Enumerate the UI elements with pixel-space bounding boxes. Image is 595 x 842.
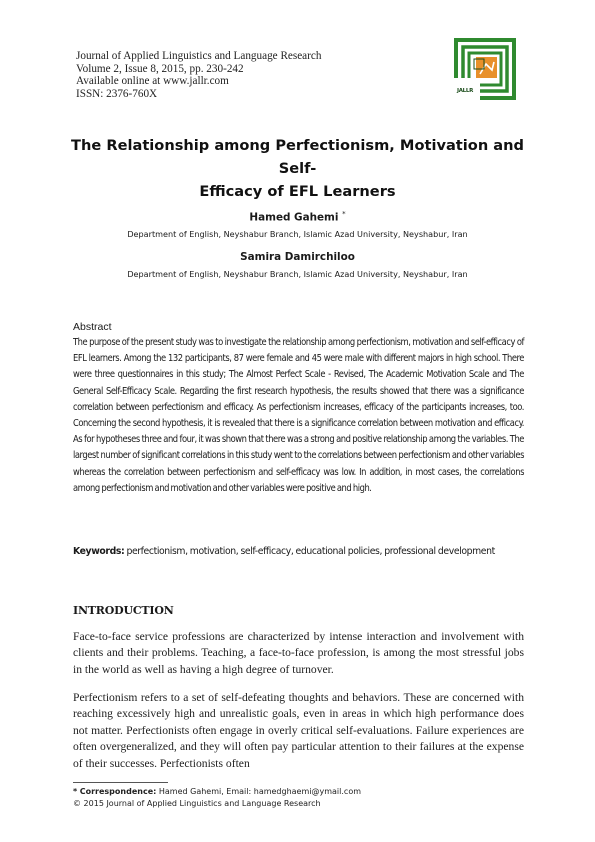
- abstract-heading: Abstract: [73, 321, 112, 333]
- body-paragraph-1: Face-to-face service professions are characterized by intense interaction and involvement with clients and their problems. Teaching, a face-to-face profession, is among the most stressful jobs in the world as well as having a high degree of turnover.: [73, 630, 524, 676]
- journal-logo: [452, 38, 518, 100]
- author-1-mark: *: [342, 210, 346, 218]
- footnote-divider: [73, 782, 168, 783]
- paper-title: [60, 134, 535, 203]
- abstract-text: The purpose of the present study was to investigate the relationship among perfectionism, motivation and self-efficacy of EFL learners. Among the 132 participants, 87 were female and 45 were male with different majors in high school. There were three questionnaires in this study; The Almost Perfect Scale - Revised, The Academic Motivation Scale and The General Self-Efficacy Scale. Regarding the first research hypothesis, the results showed that there was a significance correlation between perfectionism and efficacy. As perfectionism increases, efficacy of the participants increases, too. Concerning the second hypothesis, it is revealed that there is a significance correlation between motivation and efficacy. As for hypotheses three and four, it was shown that there was a strong and positive relationship among the variables. The largest number of significant correlations in this study went to the correlations between perfectionism and other variables whereas the correlation between perfectionism and self-efficacy was low. In addition, in most cases, the correlations among perfectionism and motivation and other variables were positive and high.: [73, 337, 524, 494]
- journal-logo-icon: [452, 38, 518, 100]
- journal-volume: Volume 2, Issue 8, 2015, pp. 230-242: [76, 62, 244, 75]
- keywords: [73, 544, 524, 560]
- title-line-1: The Relationship among Perfectionism, Motivation and Self-: [71, 137, 524, 177]
- author-1: [60, 210, 535, 223]
- keywords-list: perfectionism, motivation, self-efficacy, educational policies, professional development: [126, 546, 495, 557]
- journal-website: Available online at www.jallr.com: [76, 75, 229, 88]
- copyright-line: © 2015 Journal of Applied Linguistics and Language Research: [73, 799, 321, 808]
- journal-issn: ISSN: 2376-760X: [76, 87, 158, 100]
- journal-header: [76, 50, 456, 100]
- title-line-2: Efficacy of EFL Learners: [199, 183, 396, 200]
- footnote: [73, 786, 524, 810]
- author-2-name: Samira Damirchiloo: [240, 251, 355, 263]
- journal-name: Journal of Applied Linguistics and Language Research: [76, 50, 322, 62]
- correspondence-text: Hamed Gahemi, Email: hamedghaemi@ymail.com: [158, 787, 361, 796]
- correspondence-line: [73, 786, 524, 798]
- body-paragraph-2: Perfectionism refers to a set of self-defeating thoughts and behaviors. These are concerned with reaching excessively high and unrealistic goals, even in areas in which high performance does not matter. Perfectionists often engage in overly critical self-evaluations. Failure experiences are often overgeneralized, and they will often pay particular attention to their failures at the expense of their successes. Perfectionists often: [73, 691, 524, 770]
- section-heading: INTRODUCTION: [73, 604, 174, 617]
- author-1-name: Hamed Gahemi: [249, 211, 339, 224]
- affiliation-2: Department of English, Neyshabur Branch, Islamic Azad University, Neyshabur, Iran: [127, 269, 468, 279]
- author-2: [60, 251, 535, 263]
- correspondence-label: Correspondence:: [79, 787, 157, 796]
- affiliation-1: Department of English, Neyshabur Branch, Islamic Azad University, Neyshabur, Iran: [127, 229, 468, 239]
- keywords-label: Keywords:: [73, 546, 125, 557]
- correspondence-mark: *: [73, 787, 78, 796]
- logo-text: JALLR: [456, 88, 474, 94]
